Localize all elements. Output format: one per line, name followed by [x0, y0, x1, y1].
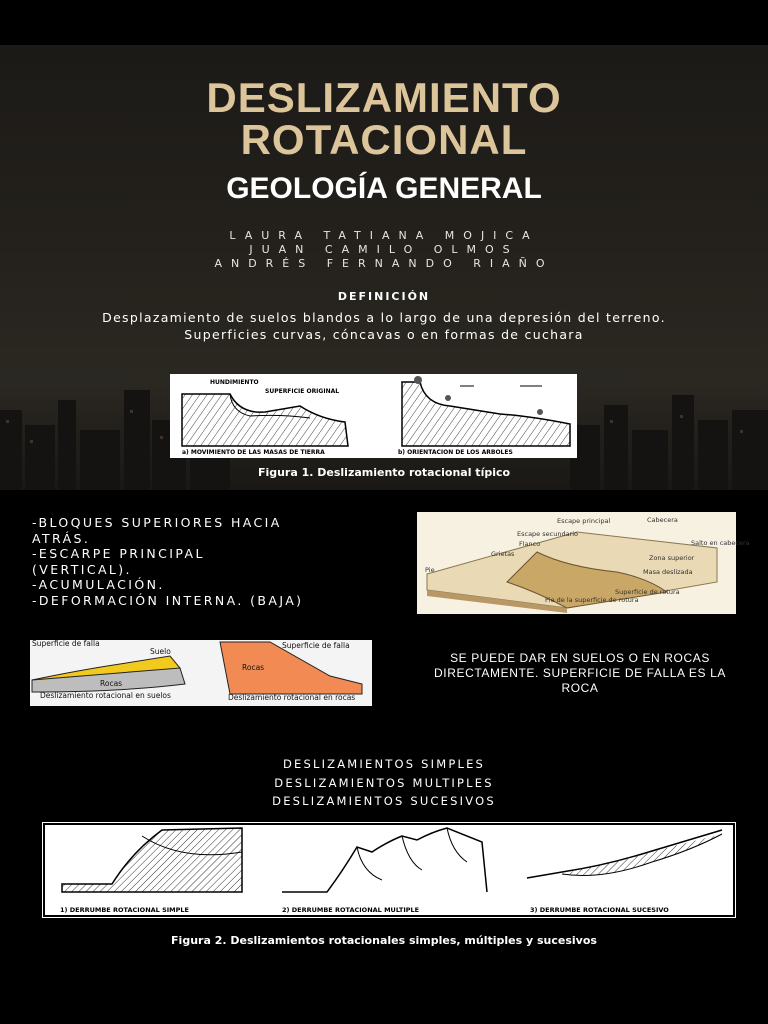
author-3: ANDRÉS FERNANDO RIAÑO — [214, 257, 554, 270]
definition-text: Desplazamiento de suelos blandos a lo largo de una depresión del terreno. Superficies curvas, cóncavas o en formas de cuchara — [102, 310, 666, 342]
figure-2-caption: Figura 2. Deslizamientos rotacionales simples, múltiples y sucesivos — [171, 934, 597, 947]
sr-label: Deslizamiento rotacional en suelos — [40, 691, 171, 700]
feature-line: -DEFORMACIÓN INTERNA. (BAJA) — [32, 592, 304, 608]
label-superficie-original: SUPERFICIE ORIGINAL — [265, 388, 340, 395]
feature-line: (VERTICAL). — [32, 561, 132, 577]
type-item: DESLIZAMIENTOS SUCESIVOS — [272, 794, 496, 808]
type-item: DESLIZAMIENTOS SIMPLES — [282, 757, 486, 771]
label-hundimiento: HUNDIMIENTO — [210, 379, 259, 386]
subtitle: GEOLOGÍA GENERAL — [226, 172, 542, 205]
feature-line: -ESCARPE PRINCIPAL — [32, 546, 205, 561]
author-1: LAURA TATIANA MOJICA — [229, 229, 539, 242]
bd-label: Superficie de rotura — [615, 588, 680, 596]
title-line-2: ROTACIONAL — [240, 116, 528, 163]
fig2-label: 3) DERRUMBE ROTACIONAL SUCESIVO — [530, 906, 669, 914]
sr-label: Rocas — [100, 679, 123, 688]
figure-1-image — [170, 374, 577, 458]
sr-label: Rocas — [242, 663, 265, 672]
bd-label: Pie de la superficie de rotura — [545, 596, 639, 604]
sr-label: Suelo — [150, 647, 171, 656]
features-list — [32, 515, 392, 608]
feature-line: -BLOQUES SUPERIORES HACIA — [32, 515, 282, 530]
fig2-label: 2) DERRUMBE ROTACIONAL MULTIPLE — [282, 906, 420, 914]
fig2-label: 1) DERRUMBE ROTACIONAL SIMPLE — [60, 906, 190, 914]
bd-label: Escape secundario — [517, 530, 579, 538]
bd-label: Masa deslizada — [643, 568, 693, 576]
definition-heading: DEFINICIÓN — [337, 290, 431, 303]
bd-label: Pie — [425, 566, 435, 574]
figure-2-image — [42, 822, 736, 918]
feature-line: -ACUMULACIÓN. — [32, 577, 165, 592]
bd-label: Zona superior — [649, 554, 695, 562]
feature-line: ATRÁS. — [32, 530, 91, 546]
sr-label: Deslizamiento rotacional en rocas — [228, 693, 356, 702]
types-list — [0, 755, 768, 811]
sr-label: Superficie de falla — [32, 639, 100, 648]
caption-b: b) ORIENTACION DE LOS ARBOLES — [398, 449, 513, 456]
author-2: JUAN CAMILO OLMOS — [249, 243, 519, 256]
title-line-1: DESLIZAMIENTO — [206, 74, 562, 121]
side-note: SE PUEDE DAR EN SUELOS O EN ROCAS DIRECTAMENTE. SUPERFICIE DE FALLA ES LA ROCA — [434, 651, 726, 695]
bd-label: Flanco — [519, 540, 541, 548]
sr-label: Superficie de falla — [282, 641, 350, 650]
figure-1-caption: Figura 1. Deslizamiento rotacional típico — [257, 466, 511, 479]
bd-label: Grietas — [491, 550, 515, 558]
caption-a: a) MOVIMIENTO DE LAS MASAS DE TIERRA — [182, 449, 325, 456]
soil-rock-image — [30, 640, 372, 706]
block-diagram-image — [417, 512, 750, 614]
type-item: DESLIZAMIENTOS MULTIPLES — [274, 775, 494, 790]
bd-label: Salto en cabecera — [691, 539, 750, 547]
bd-label: Cabecera — [647, 516, 678, 524]
bd-label: Escape principal — [557, 517, 611, 525]
